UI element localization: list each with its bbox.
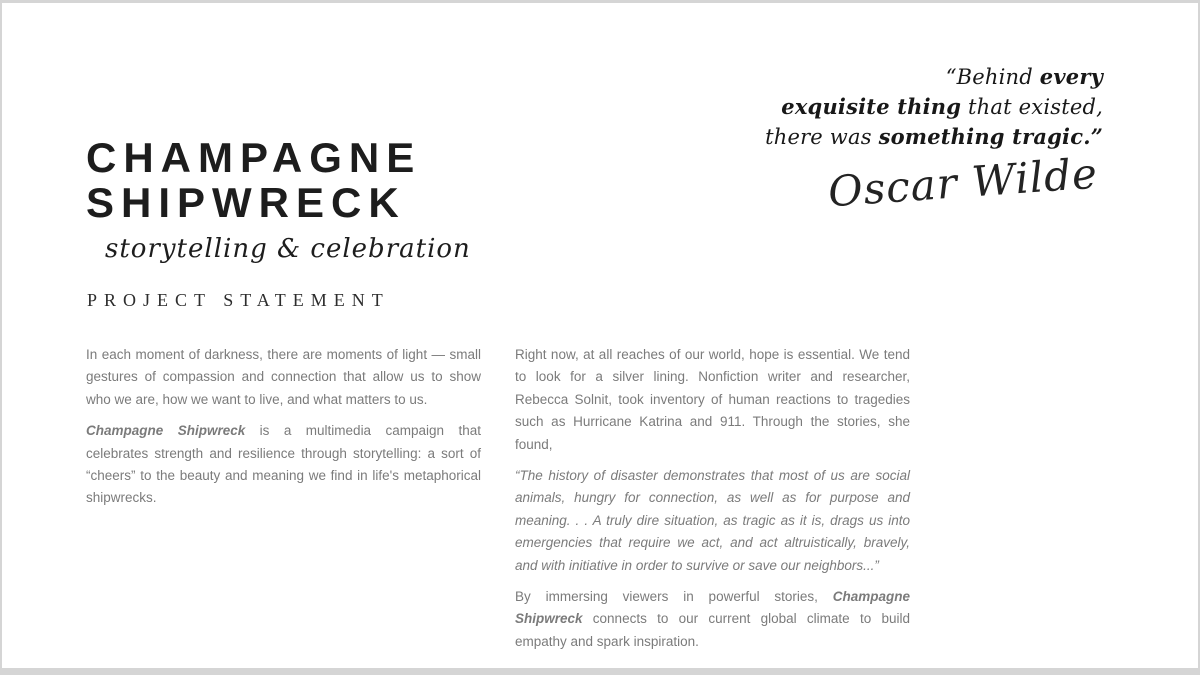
statement-run: is a multimedia campaign that celebrates strength and resilience through storytelling: a sort of “cheers” to the beauty and meaning we find in life's metaphorical shipwrecks. [86, 423, 481, 506]
statement-run: In each moment of darkness, there are moments of light — small gestures of compassion and connection that allow us to show who we are, how we want to live, and what matters to us. [86, 347, 481, 407]
statement-paragraph [86, 344, 481, 411]
slide-card [2, 3, 1198, 668]
quote-run: “Behind [945, 65, 1040, 89]
brand-block [86, 135, 471, 264]
quote-line [765, 62, 1103, 92]
brand-title-line1: CHAMPAGNE [86, 134, 422, 181]
brand-title-line2: SHIPWRECK [86, 179, 406, 226]
quote-line [765, 92, 1103, 122]
section-heading: PROJECT STATEMENT [87, 290, 390, 310]
statement-columns [86, 344, 910, 662]
quote-run: something tragic.” [878, 124, 1103, 149]
statement-paragraph [515, 586, 910, 653]
quote-run: exquisite thing [781, 94, 962, 119]
statement-run: By immersing viewers in powerful stories, [515, 589, 833, 605]
statement-run: connects to our current global climate to build empathy and spark inspiration. [515, 611, 910, 649]
statement-right-column [515, 344, 910, 662]
quote-run: every [1039, 64, 1103, 89]
statement-run: Right now, at all reaches of our world, hope is essential. We tend to look for a silver lining. Nonfiction writer and researcher, Rebecca Solnit, took inventory of human reactions to tragedies such as Hurricane Katrina and 911. Through the stories, she found, [515, 347, 910, 452]
quote-run: there was [765, 125, 879, 149]
statement-paragraph [86, 420, 481, 510]
statement-paragraph [515, 465, 910, 577]
brand-name-emphasis: Champagne Shipwreck [515, 589, 910, 627]
statement-left-column [86, 344, 481, 662]
quote-attribution-signature: Oscar Wilde [826, 148, 1100, 217]
quote-run: that existed, [961, 95, 1103, 119]
quote-text [765, 62, 1103, 152]
pull-quote [765, 62, 1103, 152]
brand-subtitle: storytelling & celebration [105, 234, 471, 264]
brand-name-emphasis: Champagne Shipwreck [86, 423, 246, 439]
statement-run: “The history of disaster demonstrates that most of us are social animals, hungry for connection, as well as for purpose and meaning. . . A truly dire situation, as tragic as it is, drags us into emergencies that require we act, and act altruistically, bravely, and with initiative in order to survive or save our neighbors...” [515, 468, 910, 573]
statement-paragraph [515, 344, 910, 456]
